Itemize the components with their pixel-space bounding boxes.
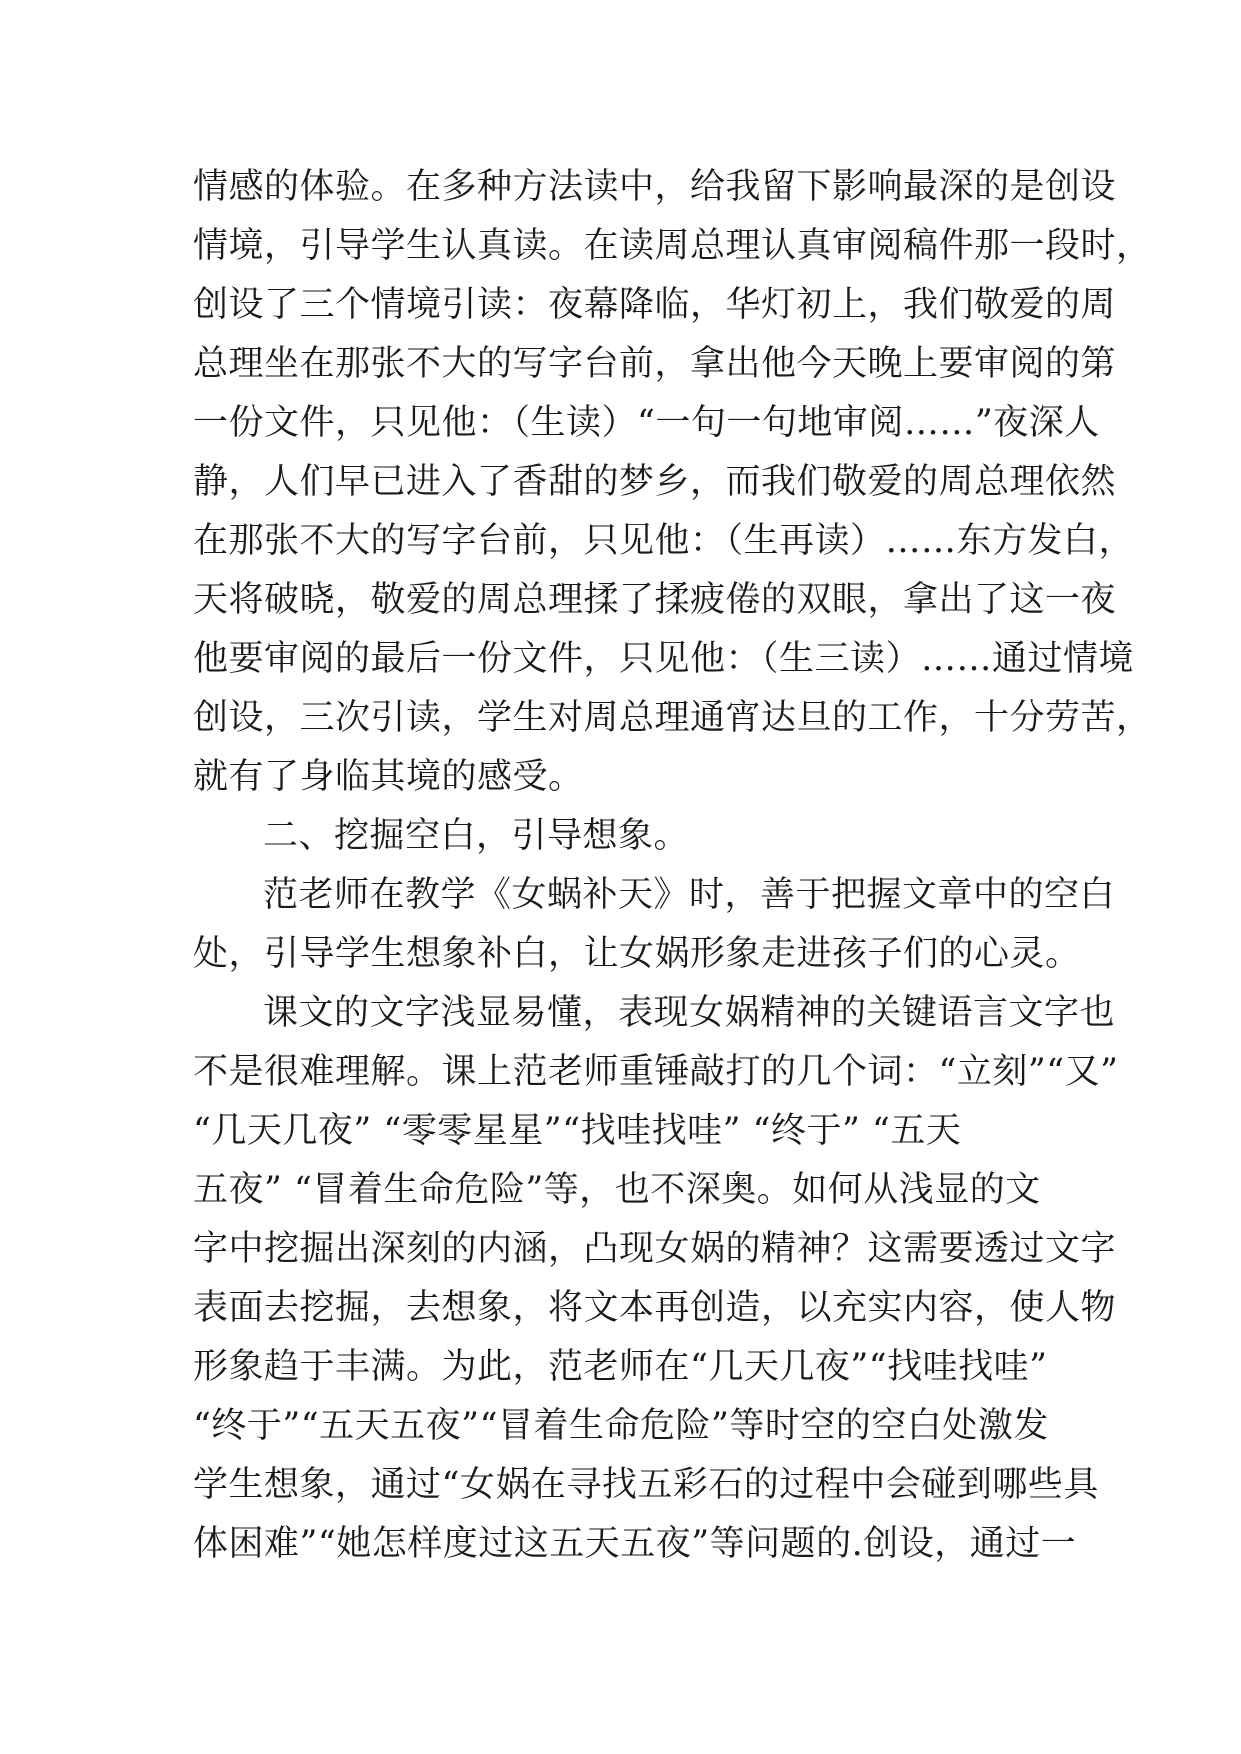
- text-line: 字中挖掘出深刻的内涵，凸现女娲的精神？这需要透过文字: [193, 1229, 1117, 1269]
- text-line: 情感的体验。在多种方法读中，给我留下影响最深的是创设: [193, 167, 1117, 207]
- text-line: 形象趋于丰满。为此，范老师在“几天几夜”“找哇找哇”: [193, 1347, 1048, 1387]
- text-line: “几天几夜” “零零星星”“找哇找哇” “终于” “五天: [193, 1111, 962, 1151]
- text-line: 学生想象，通过“女娲在寻找五彩石的过程中会碰到哪些具: [193, 1465, 1099, 1505]
- text-line: 范老师在教学《女蜗补天》时，善于把握文章中的空白: [263, 875, 1116, 915]
- text-line: 静，人们早已进入了香甜的梦乡，而我们敬爱的周总理依然: [193, 462, 1117, 502]
- text-line: 五夜” “冒着生命危险”等，也不深奥。如何从浅显的文: [193, 1170, 1041, 1210]
- text-line: 总理坐在那张不大的写字台前，拿出他今天晚上要审阅的第: [193, 344, 1117, 384]
- text-line: 课文的文字浅显易懂，表现女娲精神的关键语言文字也: [263, 993, 1116, 1033]
- text-line: 体困难”“她怎样度过这五天五夜”等问题的.创设，通过一: [193, 1524, 1077, 1564]
- text-line: 天将破晓，敬爱的周总理揉了揉疲倦的双眼，拿出了这一夜: [193, 580, 1117, 620]
- text-line: 一份文件，只见他：（生读）“一句一句地审阅……”夜深人: [193, 403, 1100, 443]
- text-line: 在那张不大的写字台前，只见他：（生再读）……东方发白，: [193, 521, 1135, 561]
- text-line: 就有了身临其境的感受。: [193, 757, 584, 797]
- text-line: 处，引导学生想象补白，让女娲形象走进孩子们的心灵。: [193, 934, 1081, 974]
- text-line: 表面去挖掘，去想象，将文本再创造，以充实内容，使人物: [193, 1288, 1117, 1328]
- text-line: “终于”“五天五夜”“冒着生命危险”等时空的空白处激发: [193, 1406, 1049, 1446]
- text-line: 创设，三次引读，学生对周总理通宵达旦的工作，十分劳苦，: [193, 698, 1152, 738]
- text-line: 他要审阅的最后一份文件，只见他：（生三读）……通过情境: [193, 639, 1135, 679]
- text-line: 不是很难理解。课上范老师重锤敲打的几个词：“立刻”“又”: [193, 1052, 1119, 1092]
- text-line: 情境，引导学生认真读。在读周总理认真审阅稿件那一段时，: [193, 226, 1152, 266]
- text-line: 创设了三个情境引读：夜幕降临，华灯初上，我们敬爱的周: [193, 285, 1117, 325]
- section-heading: 二、挖掘空白，引导想象。: [263, 816, 690, 856]
